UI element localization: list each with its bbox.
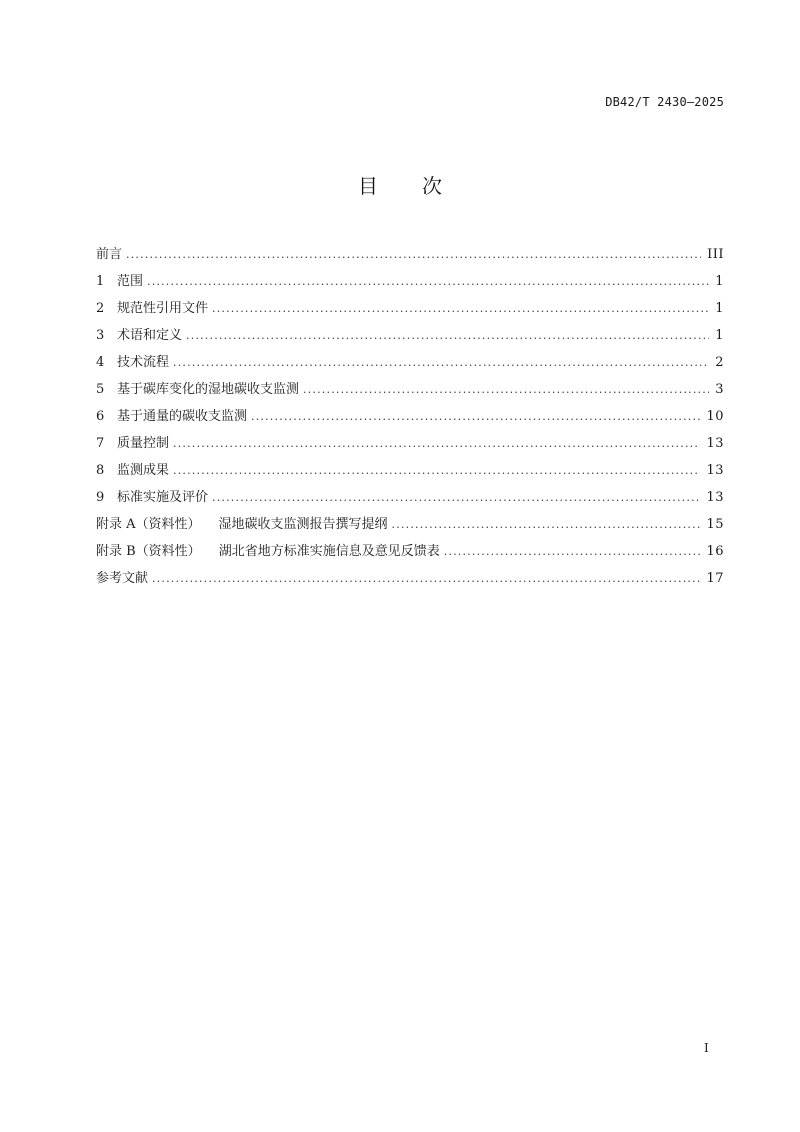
toc-title-part1: 目: [358, 174, 378, 198]
toc-entry-3[interactable]: [96, 322, 724, 349]
toc-entry-label: 前言: [96, 247, 123, 262]
toc-entry-page: III: [707, 247, 724, 262]
toc-entry-number: 6: [96, 409, 105, 424]
appendix-title: 湿地碳收支监测报告撰写提纲: [218, 517, 388, 532]
toc-entry-label: 规范性引用文件: [117, 301, 209, 316]
toc-entry-number: 3: [96, 328, 105, 343]
toc-leader-dots: [303, 376, 709, 403]
toc-entry-foreword[interactable]: [96, 241, 724, 268]
toc-leader-dots: [173, 430, 700, 457]
appendix-tag: 附录 A（资料性）: [96, 517, 201, 532]
toc-leader-dots: [212, 484, 700, 511]
toc-entry-number: 7: [96, 436, 105, 451]
toc-entry-number: 5: [96, 382, 105, 397]
toc-leader-dots: [147, 268, 709, 295]
toc-entry-page: 13: [706, 490, 724, 505]
toc-entry-2[interactable]: [96, 295, 724, 322]
toc-entry-7[interactable]: [96, 430, 724, 457]
toc-entry-8[interactable]: [96, 457, 724, 484]
toc-entry-page: 1: [715, 301, 724, 316]
toc-entry-number: 1: [96, 274, 105, 289]
toc-leader-dots: [126, 241, 701, 268]
toc-entry-9[interactable]: [96, 484, 724, 511]
toc-entry-appendix-a[interactable]: [96, 511, 724, 538]
toc-entry-number: 8: [96, 463, 105, 478]
toc-leader-dots: [212, 295, 709, 322]
toc-leader-dots: [251, 403, 700, 430]
toc-list: [96, 241, 724, 592]
toc-entry-page: 3: [715, 382, 724, 397]
toc-entry-page: 13: [706, 463, 724, 478]
toc-entry-page: 16: [706, 544, 724, 559]
toc-entry-number: 4: [96, 355, 105, 370]
toc-entry-number: 9: [96, 490, 105, 505]
appendix-tag: 附录 B（资料性）: [96, 544, 201, 559]
toc-entry-6[interactable]: [96, 403, 724, 430]
toc-entry-4[interactable]: [96, 349, 724, 376]
toc-entry-page: 1: [715, 328, 724, 343]
toc-entry-label: 技术流程: [117, 355, 170, 370]
appendix-title: 湖北省地方标准实施信息及意见反馈表: [218, 544, 440, 559]
toc-entry-page: 17: [706, 571, 724, 586]
toc-entry-page: 13: [706, 436, 724, 451]
toc-entry-page: 15: [706, 517, 724, 532]
toc-entry-page: 1: [715, 274, 724, 289]
toc-entry-label: 质量控制: [117, 436, 170, 451]
toc-title-part2: 次: [422, 174, 442, 198]
page-number: I: [704, 1041, 709, 1055]
standard-code: DB42/T 2430—2025: [605, 95, 724, 109]
toc-leader-dots: [173, 349, 709, 376]
toc-entry-5[interactable]: [96, 376, 724, 403]
toc-entry-number: 2: [96, 301, 105, 316]
toc-leader-dots: [444, 538, 701, 565]
toc-leader-dots: [173, 457, 700, 484]
toc-entry-1[interactable]: [96, 268, 724, 295]
toc-entry-label: 参考文献: [96, 571, 149, 586]
toc-entry-label: 标准实施及评价: [117, 490, 209, 505]
toc-leader-dots: [392, 511, 701, 538]
toc-entry-label: [96, 538, 440, 565]
toc-leader-dots: [186, 322, 709, 349]
toc-entry-label: 基于碳库变化的湿地碳收支监测: [117, 382, 300, 397]
toc-leader-dots: [152, 565, 700, 592]
toc-entry-page: 10: [706, 409, 724, 424]
toc-entry-page: 2: [715, 355, 724, 370]
toc-title: [0, 170, 800, 199]
toc-entry-label: 基于通量的碳收支监测: [117, 409, 248, 424]
toc-entry-label: 监测成果: [117, 463, 170, 478]
toc-entry-references[interactable]: [96, 565, 724, 592]
toc-entry-label: [96, 511, 388, 538]
toc-entry-label: 术语和定义: [117, 328, 183, 343]
toc-entry-appendix-b[interactable]: [96, 538, 724, 565]
toc-entry-label: 范围: [117, 274, 144, 289]
